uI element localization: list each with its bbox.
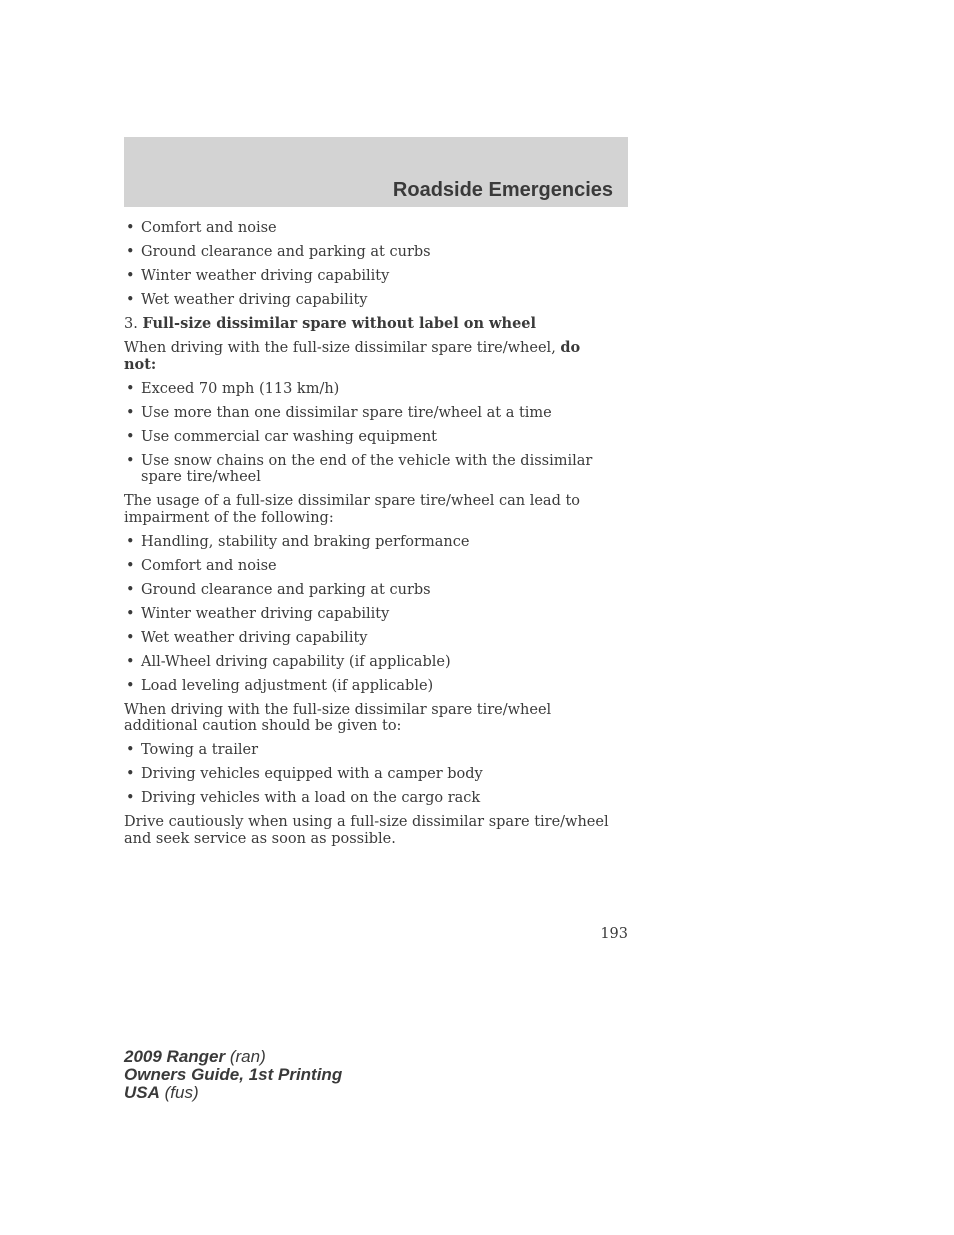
list-item: • Comfort and noise <box>126 557 277 574</box>
list-item: • Use more than one dissimilar spare tire/wheel at a time <box>126 404 552 421</box>
footer-line-model: 2009 Ranger (ran) <box>124 1047 266 1066</box>
intro-paragraph: When driving with the full-size dissimilar spare tire/wheel, do not: <box>124 339 581 373</box>
document-footer <box>124 1048 342 1102</box>
bullet-icon: • <box>126 428 135 445</box>
list-item: • Wet weather driving capability <box>126 629 368 646</box>
bullet-icon: • <box>126 605 135 622</box>
intro-emphasis: do not: <box>124 339 581 373</box>
list-item: • Use snow chains on the end of the vehicle with the dissimilar spare tire/wheel <box>126 452 593 485</box>
bullet-icon: • <box>126 629 135 646</box>
bullet-icon: • <box>126 581 135 598</box>
list-item: • Handling, stability and braking performance <box>126 533 470 550</box>
bullet-icon: • <box>126 533 135 550</box>
section-heading-text: Full-size dissimilar spare without label on wheel <box>142 315 537 332</box>
bullet-icon: • <box>126 557 135 574</box>
list-item: • Use commercial car washing equipment <box>126 428 437 445</box>
bullet-icon: • <box>126 742 135 758</box>
list-item: • Wet weather driving capability <box>126 292 368 308</box>
footer-line-market: USA (fus) <box>124 1083 199 1102</box>
bullet-icon: • <box>126 244 135 260</box>
caution-paragraph: When driving with the full-size dissimilar spare tire/wheel additional caution should be given to: <box>124 701 552 734</box>
bullet-icon: • <box>126 404 135 421</box>
bullet-icon: • <box>126 677 135 694</box>
list-item: • Exceed 70 mph (113 km/h) <box>126 380 340 397</box>
section-title: Roadside Emergencies <box>392 179 613 201</box>
list-item: • Driving vehicles equipped with a camper body <box>126 766 483 782</box>
bullet-icon: • <box>126 380 135 397</box>
list-item: • Ground clearance and parking at curbs <box>126 244 431 260</box>
list-item: • Winter weather driving capability <box>126 268 390 284</box>
bullet-list-b <box>124 381 614 486</box>
bullet-icon: • <box>126 452 135 469</box>
footer-line-printing: Owners Guide, 1st Printing <box>124 1065 343 1084</box>
final-paragraph: Drive cautiously when using a full-size dissimilar spare tire/wheel and seek service as soon as possible. <box>124 814 609 847</box>
list-item: • Ground clearance and parking at curbs <box>126 581 431 598</box>
usage-paragraph: The usage of a full-size dissimilar spare tire/wheel can lead to impairment of the following: <box>124 493 581 526</box>
bullet-icon: • <box>126 268 135 284</box>
list-item: • Comfort and noise <box>126 220 277 236</box>
section-number: 3. <box>124 316 138 332</box>
page-number: 193 <box>600 926 628 942</box>
list-item: • Towing a trailer <box>126 742 258 758</box>
bullet-icon: • <box>126 292 135 308</box>
list-item: • Winter weather driving capability <box>126 605 390 622</box>
bullet-icon: • <box>126 653 135 670</box>
bullet-icon: • <box>126 220 135 236</box>
list-item: • All-Wheel driving capability (if applicable) <box>126 653 451 670</box>
section-3-heading <box>124 316 614 333</box>
page-content <box>124 220 614 855</box>
bullet-list-d <box>124 742 614 807</box>
list-item: • Load leveling adjustment (if applicable) <box>126 677 434 694</box>
section-header-band <box>124 137 628 207</box>
bullet-list-c <box>124 534 614 695</box>
bullet-list-a <box>124 220 614 309</box>
bullet-icon: • <box>126 766 135 782</box>
bullet-icon: • <box>126 790 135 806</box>
list-item: • Driving vehicles with a load on the cargo rack <box>126 790 481 806</box>
